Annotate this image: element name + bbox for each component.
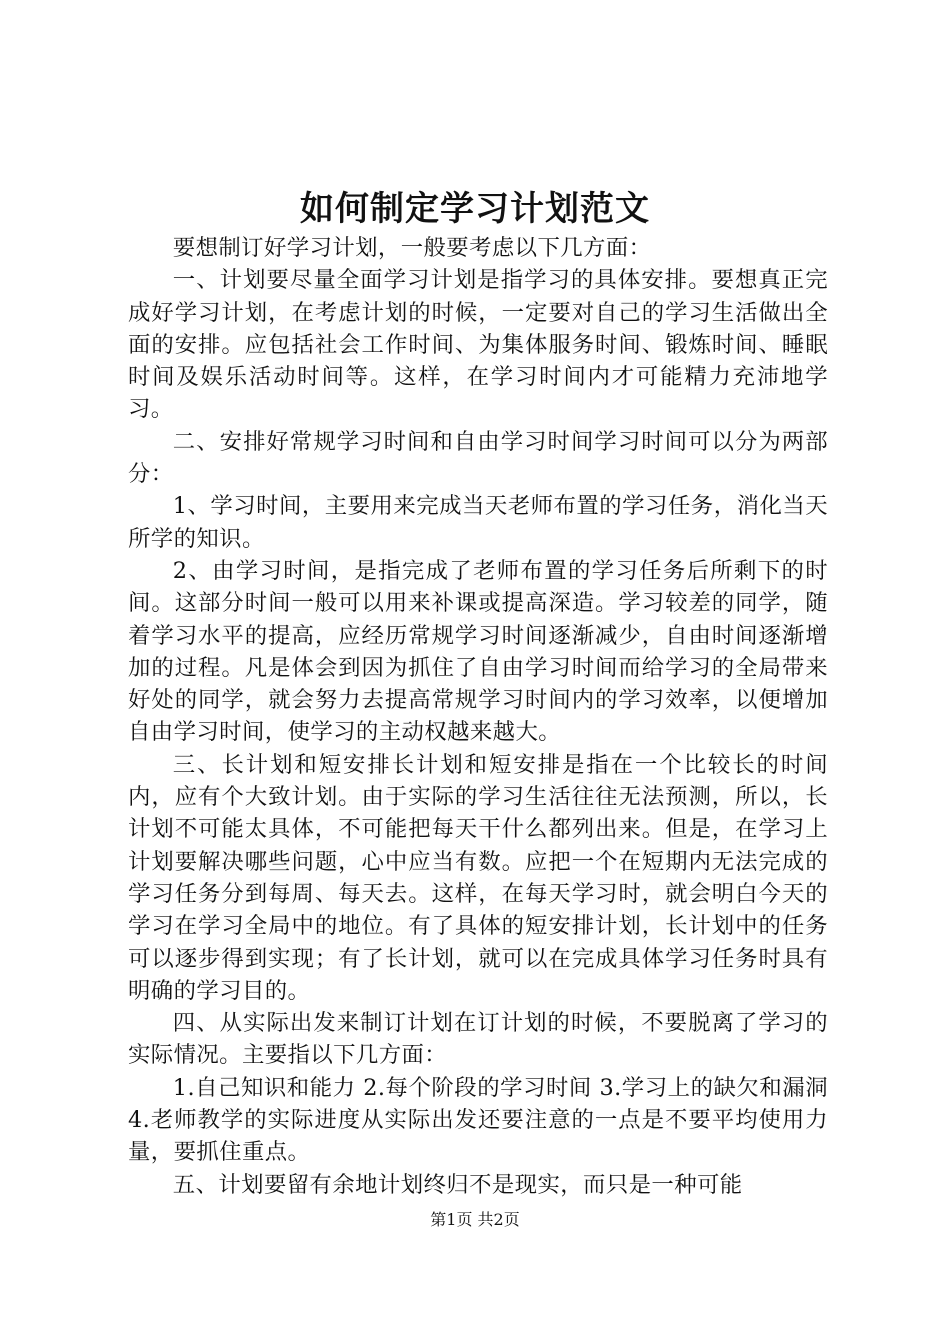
paragraph-intro: 要想制订好学习计划，一般要考虑以下几方面： (172, 235, 652, 261)
paragraph-section-2-item-2: 2、由学习时间，是指完成了老师布置的学习任务后所剩下的时间。这部分时间一般可以用来补课或提高深造。学习较差的同学，随着学习水平的提高，应经历常规学习时间逐渐减少，自由时间逐渐增加的过程。凡是体会到因为抓住了自由学习时间而给学习的全局带来好处的同学，就会努力去提高常规学习时间内的学习效率，以便增加自由学习时间，使学习的主动权越来越大。 (128, 557, 828, 746)
page-number-footer: 第1页 共2页 (430, 1210, 520, 1229)
paragraph-section-2: 二、安排好常规学习时间和自由学习时间学习时间可以分为两部分： (128, 428, 828, 488)
paragraph-section-5: 五、计划要留有余地计划终归不是现实，而只是一种可能 (172, 1171, 743, 1198)
document-title: 如何制定学习计划范文 (300, 189, 650, 229)
paragraph-section-1: 一、计划要尽量全面学习计划是指学习的具体安排。要想真正完成好学习计划，在考虑计划的时候，一定要对自己的学习生活做出全面的安排。应包括社会工作时间、为集体服务时间、锻炼时间、睡眠时间及娱乐活动时间等。这样，在学习时间内才可能精力充沛地学习。 (128, 267, 828, 423)
paragraph-section-4-list: 1.自己知识和能力 2.每个阶段的学习时间 3.学习上的缺欠和漏洞 4.老师教学的实际进度从实际出发还要注意的一点是不要平均使用力量，要抓住重点。 (128, 1074, 828, 1166)
paragraph-section-2-item-1: 1、学习时间，主要用来完成当天老师布置的学习任务，消化当天所学的知识。 (128, 493, 828, 552)
paragraph-section-4: 四、从实际出发来制订计划在订计划的时候，不要脱离了学习的实际情况。主要指以下几方面： (128, 1010, 828, 1069)
document-body (128, 232, 828, 1201)
paragraph-section-3: 三、长计划和短安排长计划和短安排是指在一个比较长的时间内，应有个大致计划。由于实际的学习生活往往无法预测，所以，长计划不可能太具体，不可能把每天干什么都列出来。但是，在学习上计划要解决哪些问题，心中应当有数。应把一个在短期内无法完成的学习任务分到每周、每天去。这样，在每天学习时，就会明白今天的学习在学习全局中的地位。有了具体的短安排计划，长计划中的任务可以逐步得到实现；有了长计划，就可以在完成具体学习任务时具有明确的学习目的。 (128, 751, 828, 1004)
